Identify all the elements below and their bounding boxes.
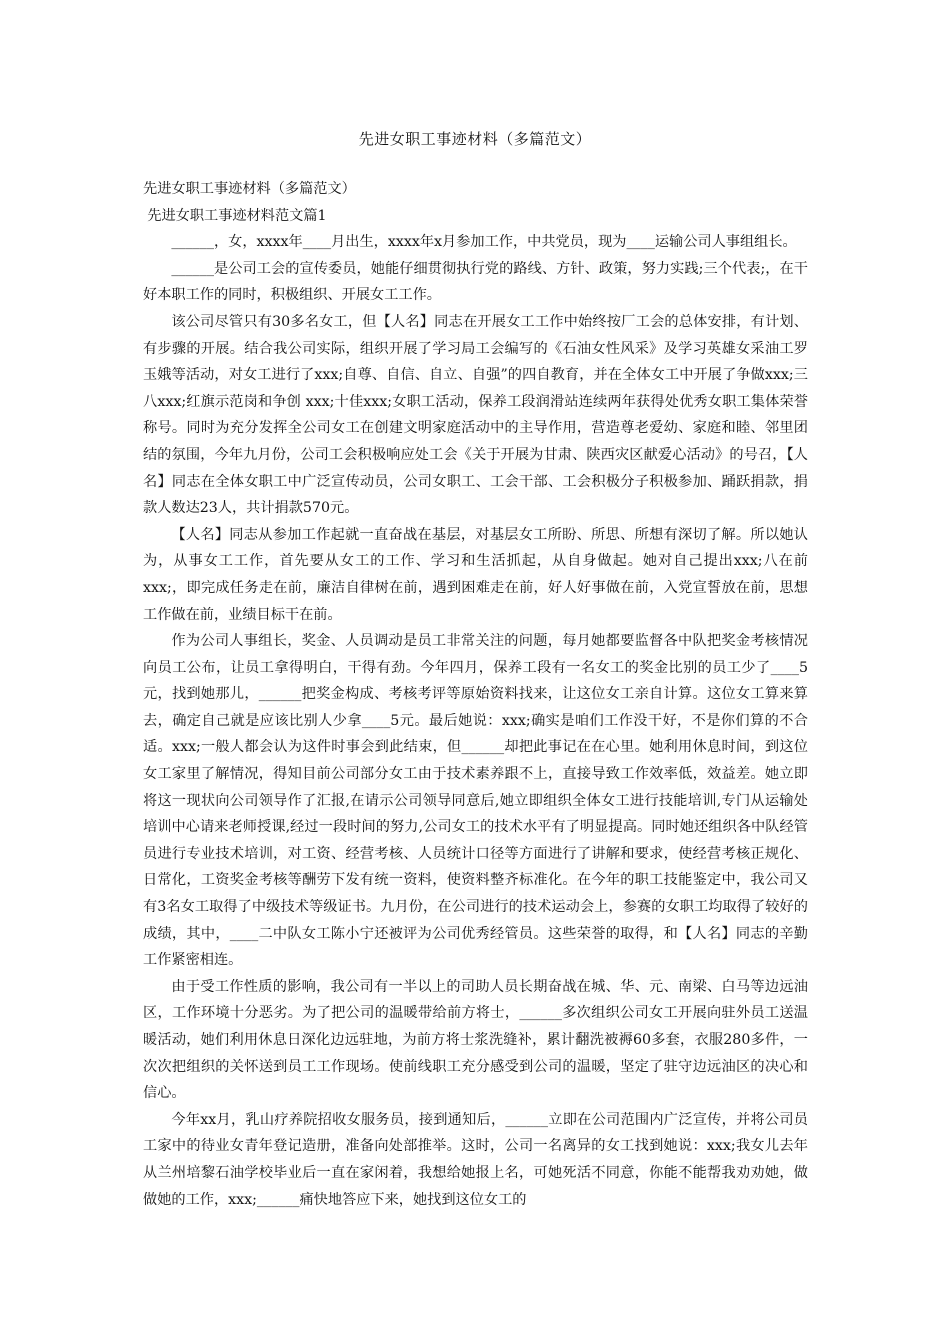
document-heading: 先进女职工事迹材料（多篇范文） <box>143 181 356 197</box>
document-body <box>143 176 808 1213</box>
paragraph: ______，女，xxxx年____月出生，xxxx年x月参加工作，中共党员，现为____运输公司人事组组长。 <box>171 234 797 251</box>
paragraph: ______是公司工会的宣传委员，她能仔细贯彻执行党的路线、方针、政策，努力实践;三个代表;，在干好本职工作的同时，积极组织、开展女工工作。 <box>143 260 808 304</box>
paragraph: 作为公司人事组长，奖金、人员调动是员工非常关注的问题，每月她都要监督各中队把奖金考核情况向员工公布，让员工拿得明白，干得有劲。今年四月，保养工段有一名女工的奖金比别的员工少了____5元，找到她那儿，______把奖金构成、考核考评等原始资料找来，让这位女工亲自计算。这位女工算来算去，确定自己就是应该比别人少拿____5元。最后她说：xxx;确实是咱们工作没干好，不是你们算的不合适。xxx;一般人都会认为这件时事会到此结束，但______却把此事记在在心里。她利用休息时间，到这位女工家里了解情况，得知目前公司部分女工由于技术素养跟不上，直接导致工作效率低，效益差。她立即将这一现状向公司领导作了汇报,在请示公司领导同意后,她立即组织全体女工进行技能培训,专门从运输处培训中心请来老师授课,经过一段时间的努力,公司女工的技术水平有了明显提高。同时她还组织各中队经管员进行专业技术培训，对工资、经营考核、人员统计口径等方面进行了讲解和要求，使经营考核正规化、日常化，工资奖金考核等酬劳下发有统一资料，使资料整齐标准化。在今年的职工技能鉴定中，我公司又有3名女工取得了中级技术等级证书。九月份，在公司进行的技术运动会上，参赛的女职工均取得了较好的成绩，其中，____二中队女工陈小宁还被评为公司优秀经管员。这些荣誉的取得，和【人名】同志的辛勤工作紧密相连。 <box>143 633 808 969</box>
paragraph: 【人名】同志从参加工作起就一直奋战在基层，对基层女工所盼、所思、所想有深切了解。所以她认为，从事女工工作，首先要从女工的工作、学习和生活抓起，从自身做起。她对自己提出xxx;八在前xxx;，即完成任务走在前，廉洁自律树在前，遇到困难走在前，好人好事做在前，入党宣誓放在前，思想工作做在前，业绩目标干在前。 <box>143 526 808 623</box>
paragraph: 今年xx月，乳山疗养院招收女服务员，接到通知后，______立即在公司范围内广泛宣传，并将公司员工家中的待业女青年登记造册，准备向处部推举。这时，公司一名离异的女工找到她说：xxx;我女儿去年从兰州培黎石油学校毕业后一直在家闲着，我想给她报上名，可她死活不同意，你能不能帮我劝劝她，做做她的工作，xxx;______痛快地答应下来，她找到这位女工的 <box>143 1111 808 1208</box>
section-heading: 先进女职工事迹材料范文篇1 <box>147 207 327 224</box>
paragraph: 由于受工作性质的影响，我公司有一半以上的司助人员长期奋战在城、华、元、南梁、白马等边远油区，工作环境十分恶劣。为了把公司的温暖带给前方将士，______多次组织公司女工开展向驻外员工送温暖活动，她们利用休息日深化边远驻地，为前方将士浆洗缝补，累计翻洗被褥60多套，衣服280多件，一次次把组织的关怀送到员工工作现场。使前线职工充分感受到公司的温暖，坚定了驻守边远油区的决心和信心。 <box>143 978 808 1102</box>
paragraph: 该公司尽管只有30多名女工，但【人名】同志在开展女工工作中始终按厂工会的总体安排，有计划、有步骤的开展。结合我公司实际，组织开展了学习局工会编写的《石油女性风采》及学习英雄女采油工罗玉娥等活动，对女工进行了xxx;自尊、自信、自立、自强”的四自教育，并在全体女工中开展了争做xxx;三八xxx;红旗示范岗和争创 xxx;十佳xxx;女职工活动，保养工段润滑站连续两年获得处优秀女职工集体荣誉称号。同时为充分发挥全公司女工在创建文明家庭活动中的主导作用，营造尊老爱幼、家庭和睦、邻里团结的氛围，今年九月份，公司工会积极响应处工会《关于开展为甘肃、陕西灾区献爱心活动》的号召，【人名】同志在全体女职工中广泛宣传动员，公司女职工、工会干部、工会积极分子积极参加、踊跃捐款，捐款人数达23人，共计捐款570元。 <box>143 313 808 517</box>
document-title: 先进女职工事迹材料（多篇范文） <box>358 130 592 148</box>
